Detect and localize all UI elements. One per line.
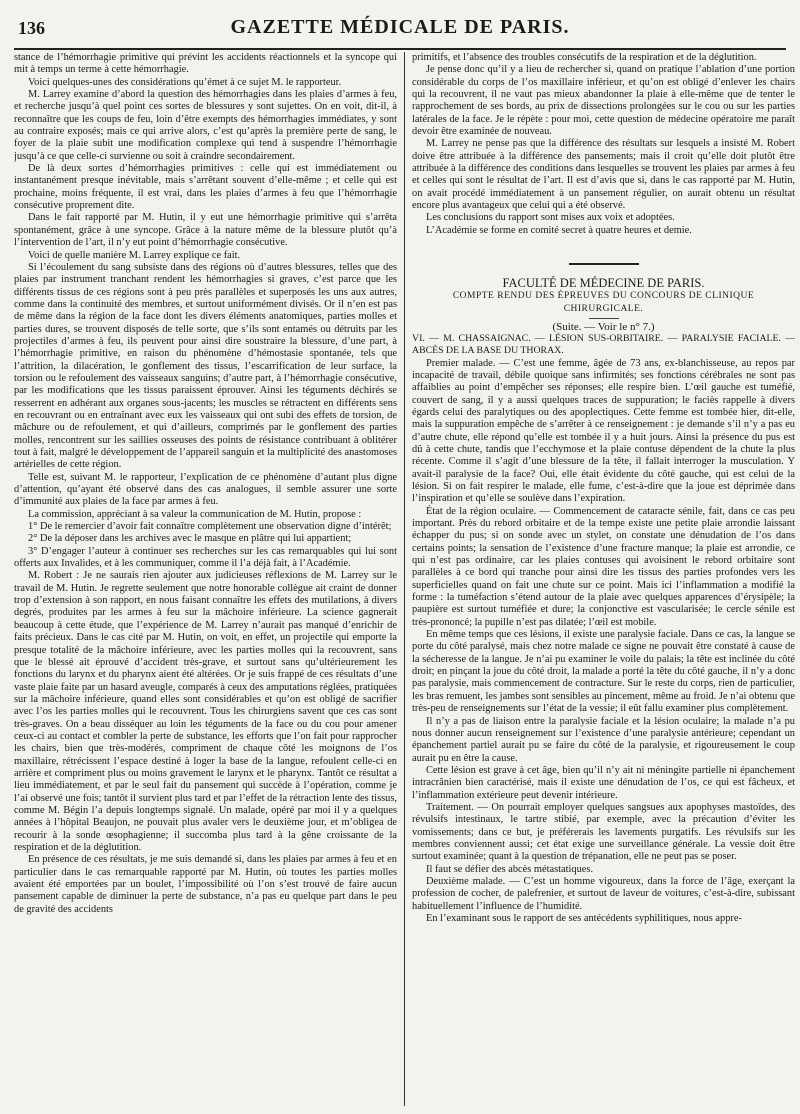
section-title: FACULTÉ DE MÉDECINE DE PARIS.: [502, 276, 705, 291]
section-rule: [569, 263, 639, 265]
paragraph: Premier malade. — C’est une femme, âgée de 73 ans, ex-blanchisseuse, au repos par incapacité de travail, débile quoique sans infirmités; ses fonctions cérébrales ne sont pas affaiblies au point d’empêcher ses réponses; elle respire bien. L’œil gauche est tuméfié, couvert de sang, il y a aussi quelques traces de suppuration; le faciès rappelle à divers égards celui des paralytiques ou des apoplectiques. Cette femme est tombée hier, dit-elle, mais la suppuration empêche de s’arrêter à ce renseignement : je demande s’il n’y a pas eu d’autre chute, elle répond qu’elle est tombée il y a huit jours. Ainsi la présence du pus est dû à cette chute, tandis que l’ecchymose et la plaie contuse dépendent de la chute la plus récente. Comme il s’agit d’une blessure de la tête, il fallait interroger la musculation. Y avait-il paralysie de la face? Oui, elle était évidente du côté gauche, qui est celui de la lésion. Si on fait respirer le malade, elle fume, c’est-à-dire que la joue est déprimée dans l’inspiration et qu’elle se soulève dans l’expiration.: [412, 357, 795, 505]
paragraph: L’Académie se forme en comité secret à quatre heures et demie.: [426, 224, 692, 236]
paragraph: 2° De la déposer dans les archives avec le masque en plâtre qui lui appartient;: [28, 533, 352, 545]
paragraph: M. Larrey ne pense pas que la différence des résultats sur lesquels a insisté M. Robert doive être attribuée à la différence des pansements; mais il croit qu’elle doit plutôt être attribuée à la différence des conditions dans lesquelles se trouvent les plaies par armes à feu et celles qui sont le résultat de l’art. Il est d’avis que si, dans le cas rapporté par M. Hutin, on avait procédé immédiatement à un pansement régulier, on aurait obtenu un résultat encore plus avantageux que celui qui a été observé.: [412, 138, 795, 212]
paragraph: En l’examinant sous le rapport de ses antécédents syphilitiques, nous appre-: [426, 913, 742, 924]
paragraph: En même temps que ces lésions, il existe une paralysie faciale. Dans ce cas, la langue se porte du côté paralysé, mais chez notre malade ce signe ne pouvait être constaté à cause de la sécheresse de la langue. Je n’ai pu examiner le voile du palais; la tête est inclinée du côté droit; en pinçant la joue du côté droit, la malade a porté la tête du côté gauche, il n’y a donc pas paralysie, mais commencement de contracture. Sur le reste du corps, rien de particulier, les bras remuent, les jambes sont sensibles au pincement, même au froid. Je n’ai obtenu que très-peu de renseignements sur l’état de la vessie; il eût fallu examiner plus complètement.: [412, 629, 795, 715]
paragraph: Telle est, suivant M. le rapporteur, l’explication de ce phénomène d’autant plus digne d’attention, qu’ayant été observé dans des cas analogues, il semble assurer une sorte d’immunité aux plaies de la face par armes à feu.: [14, 471, 397, 508]
paragraph: En présence de ces résultats, je me suis demandé si, dans les plaies par armes à feu et en particulier dans le cas remarquable rapporté par M. Hutin, où toutes les parties molles avaient été emportées par un boulet, l’impossibilité où l’on s’est trouvé de faire aucun pansement capable de diminuer la perte de substance, n’a pas eu quelque part dans le peu de gravité des accidents: [14, 854, 397, 915]
paragraph: Si l’écoulement du sang subsiste dans des régions où d’autres blessures, telles que des plaies par instrument tranchant rendent les hémorrhagies si graves, c’est parce que les différents tissus de ces régions sont à peu près parallèles et superposés les uns aux autres, comme dans la continuité des membres, et surtout uniformément divisés. Or il n’en est pas de même dans la région de la face dont les divers éléments anatomiques, parties molles et parties dures, se trouvent disposés de telle sorte, que s’ils sont entamés ou détruits par les projectiles d’armes à feu, ils peuvent pour ainsi dire soustraire la blessure, d’une part, à l’hémorrhagie primitive, en raison du phénomène d’hémostasie spontanée, tels que l’attrition, la dilacération, le gonflement des tissus, l’escarrification de leur surface, la torsion ou le refoulement des vaisseaux sanguins; d’autre part, à l’hémorrhagie consécutive, par les modifications que les tissus paraissent éprouver. Ainsi les téguments déchirés se resserrent en adhérant aux organes sous-jacents; les muscles se rétractent en différents sens en recouvrant ou en entraînant avec eux les vaisseaux qui ont subi des effets de torsion, de mâchure ou de refoulement, et qui d’ailleurs, comprimés par le gonflement des parties molles, rencontrent sur les saillies osseuses des points de résistance contribuant à oblitérer tout à fait, malgré le développement de l’appareil sanguin et la multiplicité des anastomoses artérielles de cette région.: [14, 261, 397, 471]
paragraph: État de la région oculaire. — Commencement de cataracte sénile, fait, dans ce cas peu important. Près du rebord orbitaire et de la tempe existe une petite plaie arrondie laissant échapper du pus; si on sonde avec un stylet, on constate une dénudation de l’os dans certains points; la sensation de l’existence d’une fracture manque; la plaie est arrondie, ce qui n’est pas ordinaire, car les plaies contuses qui avoisinent le rebord orbitaire sont parallèles à ce bord qui tranche pour ainsi dire les tissus des parties profondes vers les superficielles quand on fait une chute sur ce point. Mais ici l’inflammation a modifié la forme : la tuméfaction s’étend autour de la plaie avec quelques apparences d’érysipèle; la paupière est surtout tuméfiée et dure; la conjonctive est vascularisée; le cercle sénile est très-prononcé; la pupille n’est pas dilatée; l’œil est mobile.: [412, 505, 795, 628]
right-column: [412, 52, 795, 1106]
paragraph: 3° D’engager l’auteur à continuer ses recherches sur les cas remarquables qui lui sont offerts aux Invalides, et à les communiquer, comme il l’a déjà fait, à l’Académie.: [14, 545, 397, 570]
paragraph: Dans le fait rapporté par M. Hutin, il y eut une hémorrhagie primitive qui s’arrêta spontanément, grâce à une syncope. Grâce à la nature même de la blessure plutôt qu’à l’intervention de l’art, il n’y eut point d’hémorrhagie consécutive.: [14, 212, 397, 249]
paragraph: Je pense donc qu’il y a lieu de rechercher si, quand on pratique l’ablation d’une portion considérable du corps de l’os maxillaire inférieur, et qu’on est obligé d’enlever les chairs qui la recouvrent, il ne vaut pas mieux abandonner la plaie à elle-même que de tenter le rapprochement de ses bords, au prix de dissections prolongées sur le cou ou sur les parties latérales de la face. Je le répète : pour moi, cette question de médecine opératoire me paraît devoir être examinée de nouveau.: [412, 64, 795, 138]
paragraph: Voici de quelle manière M. Larrey explique ce fait.: [28, 249, 241, 261]
paragraph: primitifs, et l’absence des troubles consécutifs de la respiration et de la déglutition.: [412, 52, 757, 63]
paragraph: Cette lésion est grave à cet âge, bien qu’il n’y ait ni méningite partielle ni épanchement intracrânien bien caractérisé, mais il existe une dénudation de l’os, ce qui est fâcheux, et l’inflammation extérieure peut devenir intérieure.: [412, 764, 795, 801]
paragraph: stance de l’hémorrhagie primitive qui prévint les accidents réactionnels et la syncope qui mit à temps un terme à cette hémorrhagie.: [14, 52, 397, 76]
page-number: 136: [18, 18, 45, 38]
section-subtitle: COMPTE RENDU DES ÉPREUVES DU CONCOURS DE CLINIQUE CHIRURGICALE.: [452, 290, 755, 314]
column-divider: [404, 52, 405, 1106]
journal-title: GAZETTE MÉDICALE DE PARIS.: [230, 16, 570, 38]
paragraph: Les conclusions du rapport sont mises aux voix et adoptées.: [426, 212, 675, 224]
paragraph: Voici quelques-unes des considérations qu’émet à ce sujet M. le rapporteur.: [28, 76, 342, 88]
paragraph: Il faut se défier des abcès métastatiques.: [426, 863, 594, 875]
paragraph: Deuxième malade. — C’est un homme vigoureux, dans la force de l’âge, exerçant la profession de cocher, de palefrenier, et surtout de laveur de voitures, c’est-à-dire, subissant habituellement l’influence de l’humidité.: [412, 875, 795, 912]
paragraph: De là deux sortes d’hémorrhagies primitives : celle qui est immédiatement ou instantanément presque inévitable, mais s’arrêtant souvent d’elle-même ; et celle qui est prochaine, moins fréquente, il est vrai, dans les plaies d’armes à feu que l’hémorrhagie consécutive proprement dite.: [14, 163, 397, 212]
paragraph: 1° De le remercier d’avoir fait connaître complètement une observation digne d’intérêt;: [28, 521, 392, 533]
page-header: [14, 8, 786, 50]
paragraph: M. Larrey examine d’abord la question des hémorrhagies dans les plaies d’armes à feu, et recherche jusqu’à quel point ces sortes de blessures y sont sujettes. On en voit, dit-il, à reconnaître que les coups de feu, loin d’être exempts des hémorrhagies immédiates, y sont au contraire exposés; mais ce qui arrive alors, c’est qu’après la première perte de sang, le foyer de la plaie subit une modification complexe qui tend à suspendre l’hémorrhagie jusqu’à ce que celle-ci survienne ou soit à craindre secondairement.: [14, 89, 397, 162]
suite-note: (Suite. — Voir le n° 7.): [552, 320, 655, 333]
paragraph: Il n’y a pas de liaison entre la paralysie faciale et la lésion oculaire; la malade n’a pu nous donner aucun renseignement sur l’existence d’une paralysie antérieure; cependant un épanchement partiel aurait pu se faire du côté de la paralysie, et rigoureusement le coup aurait pu en être la cause.: [412, 715, 795, 764]
paragraph: La commission, appréciant à sa valeur la communication de M. Hutin, propose :: [28, 508, 362, 520]
paragraph: Traitement. — On pourrait employer quelques sangsues aux apophyses mastoïdes, des révulsifs intestinaux, le tartre stibié, par exemple, avec la précaution d’éviter les vomissements; dans ce but, je préférerais les lavements purgatifs. Les révulsifs sur les membres conviennent aussi; cet état exige une surveillance générale. La vessie doit être surtout examinée; quant à la question de trépanation, elle ne peut pas se poser.: [412, 801, 795, 863]
subtitle-rule: [589, 318, 619, 319]
left-column: [14, 52, 397, 1106]
lesson-heading: VI. — M. CHASSAIGNAC. — LÉSION SUS-ORBITAIRE. — PARALYSIE FACIALE. — ABCÈS DE LA BASE DU THORAX.: [412, 332, 795, 357]
paragraph: M. Robert : Je ne saurais rien ajouter aux judicieuses réflexions de M. Larrey sur le travail de M. Hutin. Je regrette seulement que notre honorable collègue ait craint de donner trop d’extension à son rapport, en nous faisant connaître les effets des mutilations, à divers degrés, produites par les armes à feu sur la mâchoire inférieure. La science gagnerait beaucoup à cette étude, que l’expérience de M. Larrey n’aurait pas manqué d’enrichir de faits précieux. Dans le cas cité par M. Hutin, on voit, en effet, un projectile qui emporte la presque totalité de la mâchoire inférieure, avec les parties molles qui la recouvrent, sans que le blessé ait éprouvé d’accident très-grave, et surtout sans qu’ultérieurement les fonctions du larynx et du pharynx aient été altérées. Or je suis frappé de ces résultats d’une vaste plaie faite par un hasard aveugle, comparés à ceux des amputations réglées, pratiquées sur la mâchoire inférieure, quand elles sont considérables et qu’on est obligé de sacrifier avec l’os les parties molles qui le recouvrent. Tous les chirurgiens savent que ces cas sont très-graves. On a beau disséquer au loin les téguments de la face ou du cou pour amener ceux-ci au contact et combler la perte de substance, les efforts que l’on fait pour rapprocher les chairs, bien que très-modérés, compriment de chaque côté les moignons de l’os maxillaire, rétrécissent l’espace destiné à loger la base de la langue, refoulent celle-ci en arrière et compriment plus ou moins gravement le larynx et le pharynx. Tantôt ce résultat a lieu immédiatement, et par le seul fait du pansement qui succède à l’opération, comme je l’ai observé une fois; tantôt il survient plus tard et par l’effet de la rétraction lente des tissus, comme M. Bégin l’a depuis longtemps signalé. Un malade, opéré par moi il y a quelques années à l’hôpital Beaujon, ne pouvait plus avaler vers le deuxième jour, et m’obligea de recourir à la sonde œsophagienne; il succomba plus tard à la gêne croissante de la respiration et de la déglutition.: [14, 570, 397, 853]
